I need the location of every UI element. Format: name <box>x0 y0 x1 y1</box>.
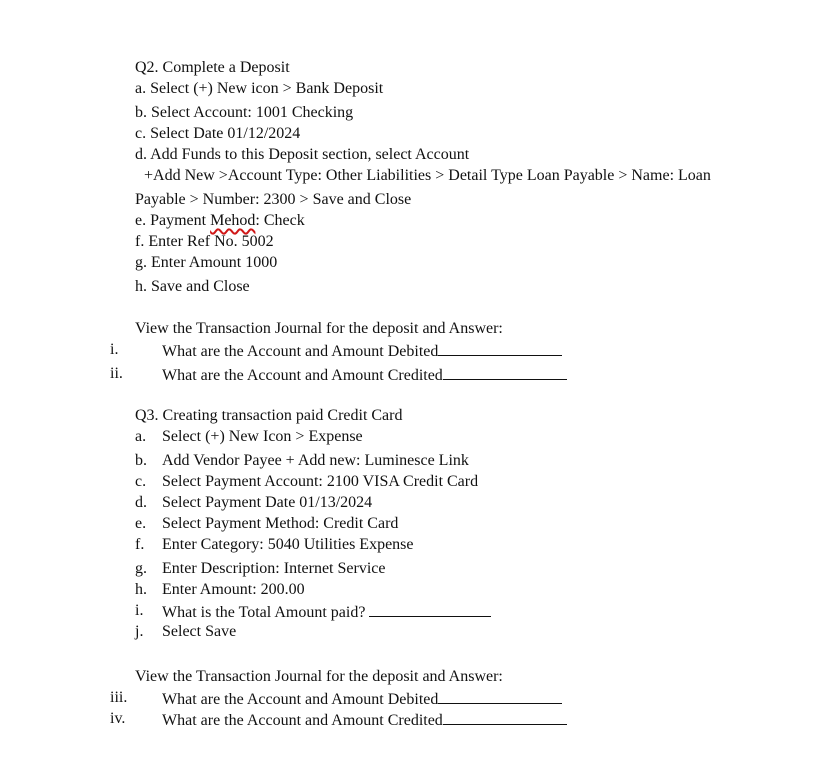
journal-intro: View the Transaction Journal for the deposit and Answer: <box>135 668 503 685</box>
q3-title: Q3. Creating transaction paid Credit Card <box>135 407 403 424</box>
question-number: i. <box>110 341 119 358</box>
question-text: What are the Account and Amount Debited <box>162 691 439 708</box>
list-letter: a. <box>135 428 147 445</box>
question-text: What are the Account and Amount Credited <box>162 367 443 384</box>
question-credited <box>162 365 567 385</box>
list-letter: d. <box>135 494 147 511</box>
answer-blank[interactable] <box>438 689 562 704</box>
q3-step-text <box>162 602 491 622</box>
q3-step-text: Select Save <box>162 623 237 640</box>
q3-step-text: Select Payment Date 01/13/2024 <box>162 494 373 511</box>
q2-step-e-suffix: : Check <box>255 212 305 229</box>
list-letter: j. <box>135 623 144 640</box>
journal-intro: View the Transaction Journal for the deposit and Answer: <box>135 320 503 337</box>
list-letter: b. <box>135 452 147 469</box>
question-text: What are the Account and Amount Credited <box>162 712 443 729</box>
q2-step-d-continued: +Add New >Account Type: Other Liabilities > Detail Type Loan Payable > Name: Loan <box>144 167 711 184</box>
q3-step-text: Select (+) New Icon > Expense <box>162 428 363 445</box>
q2-step-d-continued-2: Payable > Number: 2300 > Save and Close <box>135 191 412 208</box>
question-credited <box>162 710 567 730</box>
answer-blank[interactable] <box>443 710 567 725</box>
q2-step-g: g. Enter Amount 1000 <box>135 254 278 271</box>
q2-step-a: a. Select (+) New icon > Bank Deposit <box>135 80 384 97</box>
q3-step-text: Enter Description: Internet Service <box>162 560 386 577</box>
question-text: What are the Account and Amount Debited <box>162 343 439 360</box>
list-letter: e. <box>135 515 147 532</box>
q3-step-text: Select Payment Account: 2100 VISA Credit Card <box>162 473 479 490</box>
q3-step-text: Enter Category: 5040 Utilities Expense <box>162 536 414 553</box>
question-debited <box>162 341 562 361</box>
q3-step-text: Add Vendor Payee + Add new: Luminesce Link <box>162 452 469 469</box>
list-letter: i. <box>135 602 144 619</box>
q2-step-c: c. Select Date 01/12/2024 <box>135 125 301 142</box>
q2-title: Q2. Complete a Deposit <box>135 59 290 76</box>
list-letter: f. <box>135 536 145 553</box>
q2-step-f: f. Enter Ref No. 5002 <box>135 233 274 250</box>
list-letter: h. <box>135 581 147 598</box>
list-letter: c. <box>135 473 147 490</box>
question-number: iv. <box>110 710 126 727</box>
question-debited <box>162 689 562 709</box>
q2-step-e <box>135 212 305 230</box>
question-number: iii. <box>110 689 128 706</box>
q3-step-text: Enter Amount: 200.00 <box>162 581 305 598</box>
misspelled-word: Mehod <box>210 212 256 229</box>
answer-blank[interactable] <box>369 602 491 617</box>
q2-step-h: h. Save and Close <box>135 278 250 295</box>
answer-blank[interactable] <box>438 341 562 356</box>
question-number: ii. <box>110 365 123 382</box>
answer-blank[interactable] <box>443 365 567 380</box>
q2-step-e-prefix: e. Payment <box>135 212 211 229</box>
q2-step-d: d. Add Funds to this Deposit section, select Account <box>135 146 470 163</box>
question-text: What is the Total Amount paid? <box>162 604 366 621</box>
q2-step-b: b. Select Account: 1001 Checking <box>135 104 354 121</box>
list-letter: g. <box>135 560 147 577</box>
q3-step-text: Select Payment Method: Credit Card <box>162 515 399 532</box>
